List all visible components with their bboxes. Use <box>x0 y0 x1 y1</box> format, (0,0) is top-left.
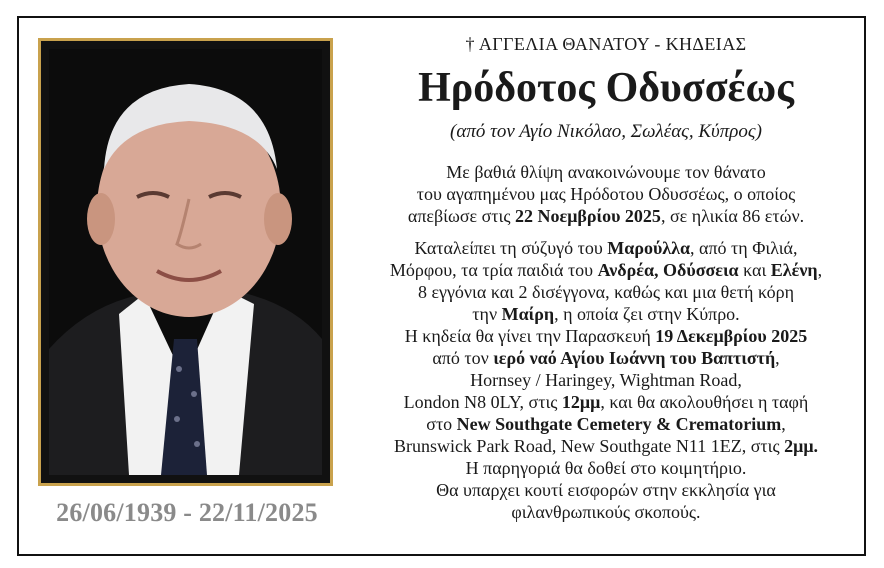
text-segment: από τον <box>432 348 494 368</box>
emphasized-text: Μαρούλλα <box>607 238 691 258</box>
text-segment: London N8 0LY, στις <box>403 392 562 412</box>
emphasized-text: New Southgate Cemetery & Crematorium <box>456 414 782 434</box>
text-segment: , και θα ακολουθήσει η ταφή <box>600 392 809 412</box>
family-funeral-paragraph <box>356 237 856 523</box>
text-segment: την <box>472 304 502 324</box>
text-line <box>356 413 856 435</box>
emphasized-text: Ανδρέα, Οδύσσεια <box>597 260 739 280</box>
text-segment: Θα υπαρχει κουτί εισφορών στην εκκλησία για <box>436 480 776 500</box>
text-segment: , σε ηλικία 86 ετών. <box>660 206 805 226</box>
portrait-photo <box>49 49 322 475</box>
text-line <box>356 183 856 205</box>
origin-line: (από τον Αγίο Νικόλαο, Σωλέας, Κύπρος) <box>450 121 762 142</box>
text-line <box>356 259 856 281</box>
text-segment: , <box>775 348 780 368</box>
text-segment: στο <box>426 414 457 434</box>
life-dates: 26/06/1939 - 22/11/2025 <box>56 498 318 527</box>
text-segment: , από τη Φιλιά, <box>690 238 798 258</box>
text-segment: Καταλείπει τη σύζυγό του <box>414 238 608 258</box>
text-line <box>356 303 856 325</box>
text-line <box>356 281 856 303</box>
text-line <box>356 501 856 523</box>
emphasized-text: 2μμ. <box>784 436 819 456</box>
deceased-name: Ηρόδοτος Οδυσσέως <box>418 65 794 111</box>
emphasized-text: 22 Νοεμβρίου 2025 <box>515 206 661 226</box>
text-segment: φιλανθρωπικούς σκοπούς. <box>511 502 701 522</box>
text-segment: , <box>781 414 786 434</box>
text-segment: του αγαπημένου μας Ηρόδοτου Οδυσσέως, ο οποίος <box>416 184 796 204</box>
text-line <box>356 161 856 183</box>
text-segment: , <box>817 260 823 280</box>
text-segment: απεβίωσε στις <box>407 206 515 226</box>
text-segment: Η παρηγοριά θα δοθεί στο κοιμητήριο. <box>465 458 747 478</box>
text-line <box>356 391 856 413</box>
emphasized-text: 12μμ <box>561 392 601 412</box>
text-segment: Brunswick Park Road, New Southgate N11 1EZ, στις <box>393 436 785 456</box>
emphasized-text: ιερό ναό Αγίου Ιωάννη του Βαπτιστή <box>493 348 776 368</box>
emphasized-text: Ελένη <box>770 260 818 280</box>
text-segment: Μόρφου, τα τρία παιδιά του <box>389 260 598 280</box>
emphasized-text: Μαίρη <box>501 304 555 324</box>
text-segment: Hornsey / Haringey, Wightman Road, <box>470 370 742 390</box>
text-segment: Με βαθιά θλίψη ανακοινώνουμε τον θάνατο <box>446 162 766 182</box>
text-line <box>356 205 856 227</box>
text-segment: Η κηδεία θα γίνει την Παρασκευή <box>404 326 656 346</box>
text-segment: και <box>738 260 771 280</box>
text-line <box>356 347 856 369</box>
portrait-photo-frame <box>38 38 333 486</box>
notice-header: † ΑΓΓΕΛΙΑ ΘΑΝΑΤΟΥ - ΚΗΔΕΙΑΣ <box>465 34 747 54</box>
emphasized-text: 19 Δεκεμβρίου 2025 <box>655 326 808 346</box>
text-line <box>356 325 856 347</box>
notice-text-column <box>356 34 856 523</box>
text-line <box>356 479 856 501</box>
text-line <box>356 237 856 259</box>
text-line <box>356 369 856 391</box>
announcement-paragraph <box>356 161 856 227</box>
text-line <box>356 457 856 479</box>
text-line <box>356 435 856 457</box>
text-segment: , η οποία ζει στην Κύπρο. <box>554 304 740 324</box>
text-segment: 8 εγγόνια και 2 δισέγγονα, καθώς και μια θετή κόρη <box>417 282 795 302</box>
